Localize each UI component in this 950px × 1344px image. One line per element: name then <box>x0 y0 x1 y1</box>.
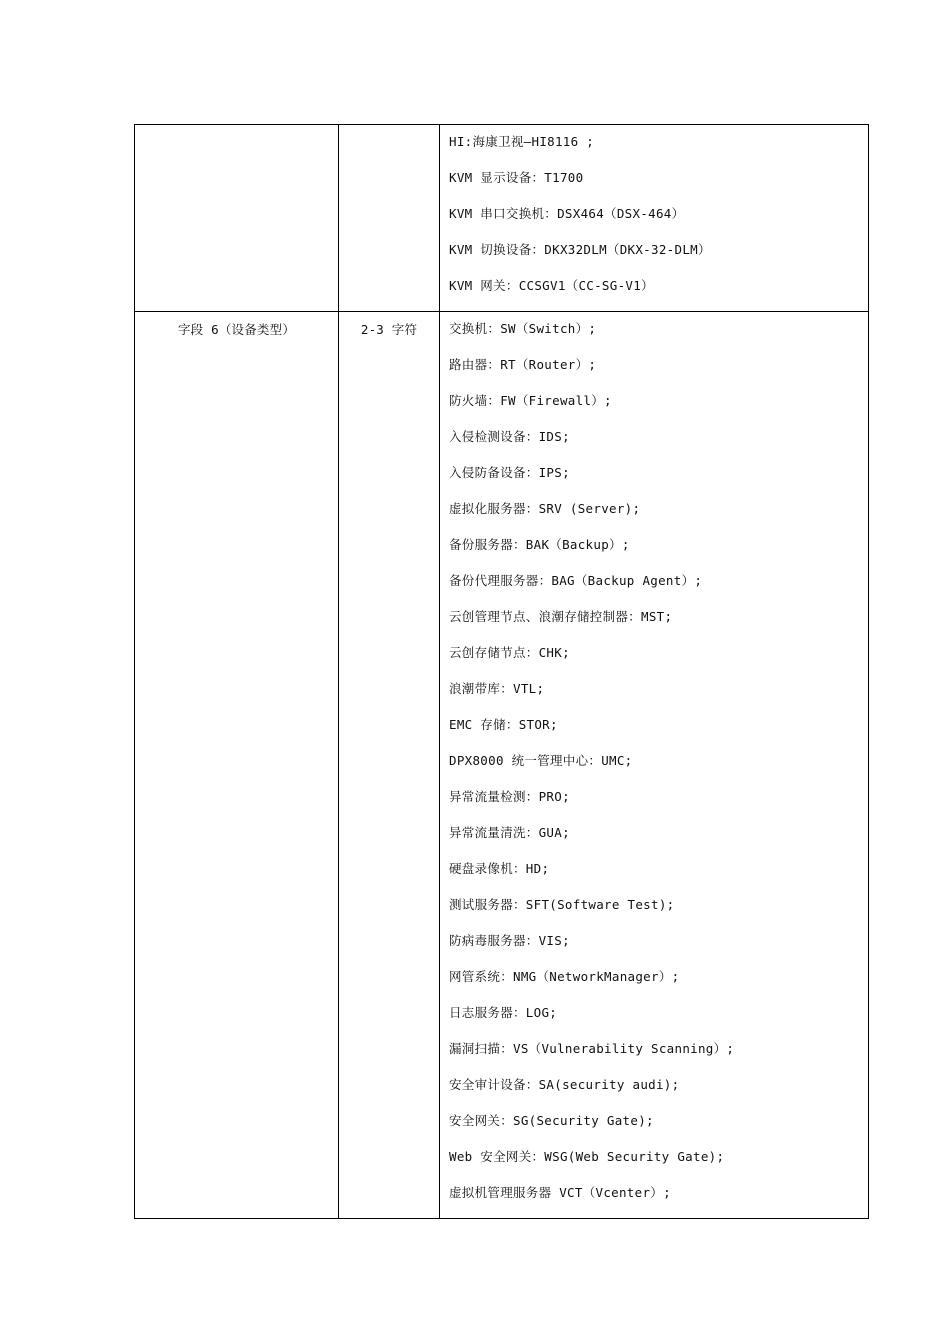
value-line: 日志服务器：LOG; <box>449 1005 558 1020</box>
device-naming-table <box>134 124 869 1219</box>
value-line: 网管系统：NMG（NetworkManager）; <box>449 969 680 984</box>
value-line: KVM 网关：CCSGV1（CC-SG-V1） <box>449 278 654 293</box>
value-line: KVM 切换设备：DKX32DLM（DKX-32-DLM） <box>449 242 711 257</box>
value-line: 备份服务器：BAK（Backup）; <box>449 537 630 552</box>
field-length-cell <box>339 125 440 312</box>
value-line: 漏洞扫描：VS（Vulnerability Scanning）; <box>449 1041 735 1056</box>
value-line: 安全网关：SG(Security Gate); <box>449 1113 654 1128</box>
field-name-cell <box>135 312 339 1219</box>
value-line: 异常流量清洗：GUA; <box>449 825 570 840</box>
value-line: 测试服务器：SFT(Software Test); <box>449 897 675 912</box>
value-line: 入侵检测设备：IDS; <box>449 429 570 444</box>
value-line: HI:海康卫视—HI8116 ; <box>449 134 595 149</box>
field-values-cell <box>440 125 869 312</box>
value-line: Web 安全网关：WSG(Web Security Gate); <box>449 1149 725 1164</box>
field-name <box>135 125 338 133</box>
value-line: 交换机：SW（Switch）; <box>449 321 597 336</box>
table-row <box>135 125 869 312</box>
value-line: 入侵防备设备：IPS; <box>449 465 570 480</box>
field-name: 字段 6（设备类型） <box>177 322 296 337</box>
field-length-cell <box>339 312 440 1219</box>
field-name-cell <box>135 125 339 312</box>
value-line: KVM 串口交换机：DSX464（DSX-464） <box>449 206 685 221</box>
value-line: 防病毒服务器：VIS; <box>449 933 570 948</box>
value-line: EMC 存储：STOR; <box>449 717 558 732</box>
table-row <box>135 312 869 1219</box>
value-line: 备份代理服务器：BAG（Backup Agent）; <box>449 573 703 588</box>
value-line: 虚拟化服务器：SRV (Server); <box>449 501 641 516</box>
value-line: 硬盘录像机：HD; <box>449 861 550 876</box>
value-line: DPX8000 统一管理中心：UMC; <box>449 753 633 768</box>
value-line: 安全审计设备：SA(security audi); <box>449 1077 680 1092</box>
value-line: 异常流量检测：PRO; <box>449 789 570 804</box>
value-line: 浪潮带库：VTL; <box>449 681 545 696</box>
value-line: 防火墙：FW（Firewall）; <box>449 393 612 408</box>
value-line: 云创存储节点：CHK; <box>449 645 570 660</box>
field-length <box>339 125 439 133</box>
value-line: 虚拟机管理服务器 VCT（Vcenter）; <box>449 1185 671 1200</box>
field-length: 2-3 字符 <box>360 322 418 337</box>
field-values-cell <box>440 312 869 1219</box>
value-line: KVM 显示设备：T1700 <box>449 170 584 185</box>
value-line: 路由器：RT（Router）; <box>449 357 597 372</box>
value-line: 云创管理节点、浪潮存储控制器：MST; <box>449 609 673 624</box>
